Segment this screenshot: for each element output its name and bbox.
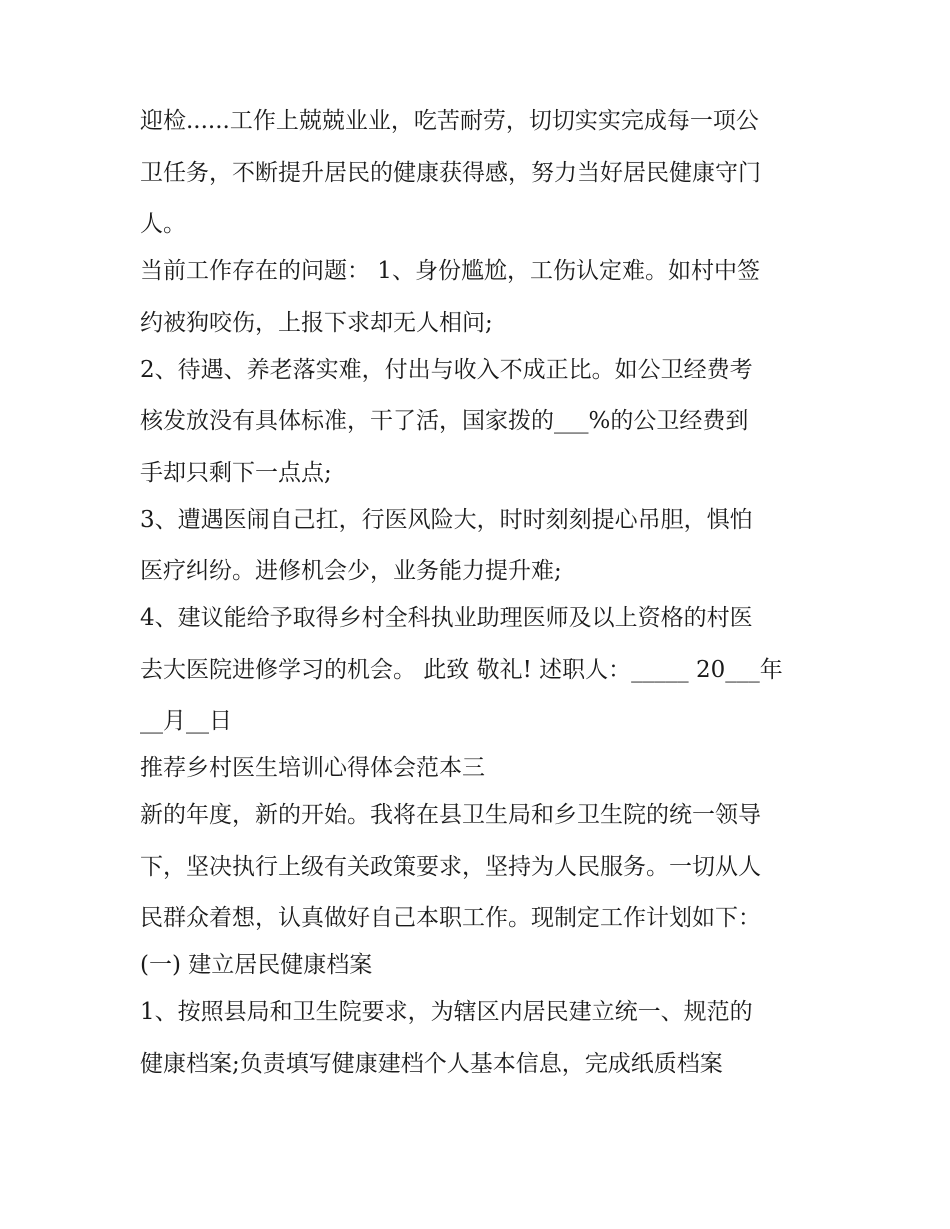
text-line: 1、按照县局和卫生院要求，为辖区内居民建立统一、规范的 <box>140 999 753 1025</box>
text-line: 2、待遇、养老落实难，付出与收入不成正比。如公卫经费考 <box>140 356 753 383</box>
text-line: 人。 <box>140 211 186 237</box>
text-line: 卫任务，不断提升居民的健康获得感，努力当好居民健康守门 <box>140 159 761 186</box>
text-line: 新的年度，新的开始。我将在县卫生局和乡卫生院的统一领导 <box>140 802 761 828</box>
subsection-heading: (一) 建立居民健康档案 <box>140 952 373 978</box>
text-line: __月__日 <box>140 708 232 734</box>
document-page <box>140 104 810 1098</box>
text-line: 当前工作存在的问题： 1、身份尴尬，工伤认定难。如村中签 <box>140 258 760 284</box>
text-line: 手却只剩下一点点; <box>140 459 332 486</box>
text-line: 4、建议能给予取得乡村全科执业助理医师及以上资格的村医 <box>140 605 753 631</box>
text-line: 健康档案;负责填写健康建档个人基本信息，完成纸质档案 <box>140 1050 723 1077</box>
text-line: 3、遭遇医闹自己扛，行医风险大，时时刻刻提心吊胆，惧怕 <box>140 506 753 533</box>
text-line: 医疗纠纷。进修机会少，业务能力提升难; <box>140 558 562 584</box>
text-line: 下，坚决执行上级有关政策要求，坚持为人民服务。一切从人 <box>140 853 761 880</box>
text-line: 核发放没有具体标准，干了活，国家拨的___%的公卫经费到 <box>140 408 749 434</box>
text-line: 民群众着想，认真做好自己本职工作。现制定工作计划如下： <box>140 905 761 931</box>
text-line: 约被狗咬伤，上报下求却无人相问; <box>140 309 493 336</box>
text-line: 迎检......工作上兢兢业业，吃苦耐劳，切切实实完成每一项公 <box>140 108 759 134</box>
text-line: 去大医院进修学习的机会。 此致 敬礼! 述职人：_____ 20___年 <box>140 656 783 683</box>
section-heading: 推荐乡村医生培训心得体会范本三 <box>140 755 485 781</box>
